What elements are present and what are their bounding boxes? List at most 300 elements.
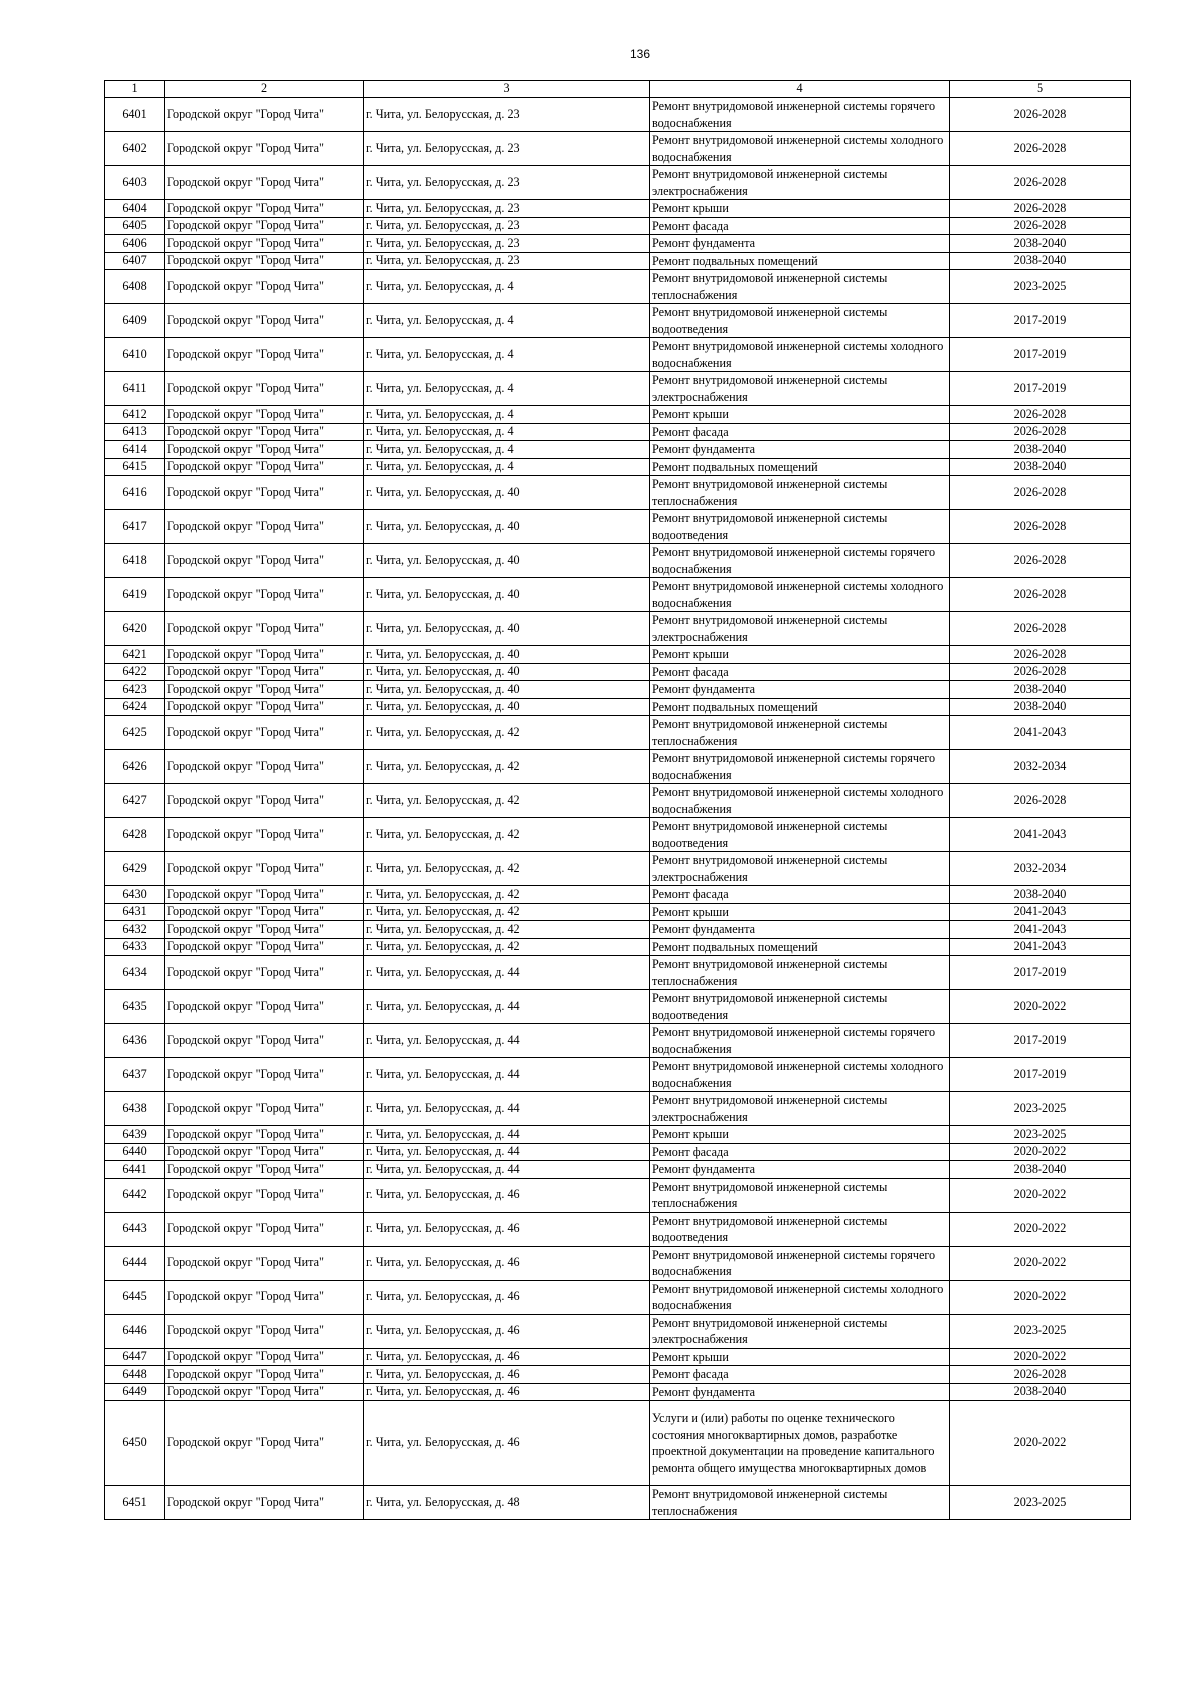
work-type-cell: Ремонт крыши xyxy=(650,1348,950,1366)
column-header: 4 xyxy=(650,81,950,98)
page-number: 136 xyxy=(629,47,651,61)
work-type-cell: Ремонт фундамента xyxy=(650,921,950,939)
work-type-cell: Ремонт фасада xyxy=(650,1143,950,1161)
district-cell: Городской округ "Город Чита" xyxy=(165,1178,364,1212)
period-cell: 2032-2034 xyxy=(950,852,1131,886)
table-row xyxy=(105,406,1131,424)
row-number: 6431 xyxy=(105,903,165,921)
address-cell: г. Чита, ул. Белорусская, д. 44 xyxy=(364,990,650,1024)
work-type-cell: Ремонт внутридомовой инженерной системы холодного водоснабжения xyxy=(650,1280,950,1314)
district-cell: Городской округ "Город Чита" xyxy=(165,1024,364,1058)
row-number: 6419 xyxy=(105,578,165,612)
work-type-cell: Ремонт крыши xyxy=(650,200,950,218)
period-cell: 2026-2028 xyxy=(950,200,1131,218)
table-row xyxy=(105,1126,1131,1144)
work-type-cell: Ремонт внутридомовой инженерной системы холодного водоснабжения xyxy=(650,338,950,372)
period-cell: 2038-2040 xyxy=(950,681,1131,699)
row-number: 6414 xyxy=(105,441,165,459)
district-cell: Городской округ "Город Чита" xyxy=(165,663,364,681)
row-number: 6406 xyxy=(105,235,165,253)
district-cell: Городской округ "Город Чита" xyxy=(165,921,364,939)
district-cell: Городской округ "Город Чита" xyxy=(165,886,364,904)
period-cell: 2020-2022 xyxy=(950,1401,1131,1486)
period-cell: 2017-2019 xyxy=(950,338,1131,372)
district-cell: Городской округ "Город Чита" xyxy=(165,956,364,990)
row-number: 6439 xyxy=(105,1126,165,1144)
period-cell: 2026-2028 xyxy=(950,217,1131,235)
period-cell: 2041-2043 xyxy=(950,938,1131,956)
district-cell: Городской округ "Город Чита" xyxy=(165,578,364,612)
work-type-cell: Ремонт внутридомовой инженерной системы водоотведения xyxy=(650,1212,950,1246)
address-cell: г. Чита, ул. Белорусская, д. 23 xyxy=(364,235,650,253)
work-type-cell: Ремонт внутридомовой инженерной системы водоотведения xyxy=(650,510,950,544)
work-type-cell: Ремонт внутридомовой инженерной системы водоотведения xyxy=(650,304,950,338)
district-cell: Городской округ "Город Чита" xyxy=(165,372,364,406)
address-cell: г. Чита, ул. Белорусская, д. 40 xyxy=(364,698,650,716)
address-cell: г. Чита, ул. Белорусская, д. 40 xyxy=(364,578,650,612)
period-cell: 2026-2028 xyxy=(950,476,1131,510)
district-cell: Городской округ "Город Чита" xyxy=(165,903,364,921)
period-cell: 2017-2019 xyxy=(950,304,1131,338)
district-cell: Городской округ "Город Чита" xyxy=(165,544,364,578)
district-cell: Городской округ "Город Чита" xyxy=(165,304,364,338)
table-row xyxy=(105,1314,1131,1348)
address-cell: г. Чита, ул. Белорусская, д. 46 xyxy=(364,1401,650,1486)
period-cell: 2017-2019 xyxy=(950,372,1131,406)
address-cell: г. Чита, ул. Белорусская, д. 23 xyxy=(364,166,650,200)
work-type-cell: Ремонт крыши xyxy=(650,1126,950,1144)
table-row xyxy=(105,252,1131,270)
address-cell: г. Чита, ул. Белорусская, д. 46 xyxy=(364,1280,650,1314)
district-cell: Городской округ "Город Чита" xyxy=(165,510,364,544)
address-cell: г. Чита, ул. Белорусская, д. 42 xyxy=(364,938,650,956)
table-row xyxy=(105,1401,1131,1486)
row-number: 6444 xyxy=(105,1246,165,1280)
work-type-cell: Ремонт внутридомовой инженерной системы горячего водоснабжения xyxy=(650,544,950,578)
address-cell: г. Чита, ул. Белорусская, д. 23 xyxy=(364,252,650,270)
table-row xyxy=(105,200,1131,218)
row-number: 6433 xyxy=(105,938,165,956)
work-type-cell: Ремонт фасада xyxy=(650,1366,950,1384)
row-number: 6448 xyxy=(105,1366,165,1384)
table-row xyxy=(105,956,1131,990)
row-number: 6447 xyxy=(105,1348,165,1366)
work-type-cell: Ремонт фундамента xyxy=(650,441,950,459)
address-cell: г. Чита, ул. Белорусская, д. 4 xyxy=(364,423,650,441)
row-number: 6441 xyxy=(105,1161,165,1179)
work-type-cell: Ремонт внутридомовой инженерной системы горячего водоснабжения xyxy=(650,1024,950,1058)
row-number: 6428 xyxy=(105,818,165,852)
table-row xyxy=(105,1024,1131,1058)
period-cell: 2020-2022 xyxy=(950,1212,1131,1246)
district-cell: Городской округ "Город Чита" xyxy=(165,784,364,818)
district-cell: Городской округ "Город Чита" xyxy=(165,132,364,166)
period-cell: 2023-2025 xyxy=(950,1126,1131,1144)
capital-repair-table xyxy=(104,80,1131,1520)
period-cell: 2023-2025 xyxy=(950,270,1131,304)
period-cell: 2026-2028 xyxy=(950,98,1131,132)
district-cell: Городской округ "Город Чита" xyxy=(165,441,364,459)
work-type-cell: Ремонт внутридомовой инженерной системы горячего водоснабжения xyxy=(650,1246,950,1280)
address-cell: г. Чита, ул. Белорусская, д. 4 xyxy=(364,270,650,304)
table-row xyxy=(105,476,1131,510)
address-cell: г. Чита, ул. Белорусская, д. 42 xyxy=(364,903,650,921)
work-type-cell: Ремонт фасада xyxy=(650,423,950,441)
period-cell: 2026-2028 xyxy=(950,612,1131,646)
row-number: 6440 xyxy=(105,1143,165,1161)
address-cell: г. Чита, ул. Белорусская, д. 40 xyxy=(364,663,650,681)
period-cell: 2041-2043 xyxy=(950,716,1131,750)
district-cell: Городской округ "Город Чита" xyxy=(165,1143,364,1161)
row-number: 6405 xyxy=(105,217,165,235)
work-type-cell: Ремонт внутридомовой инженерной системы теплоснабжения xyxy=(650,270,950,304)
table-row xyxy=(105,1246,1131,1280)
address-cell: г. Чита, ул. Белорусская, д. 44 xyxy=(364,1092,650,1126)
row-number: 6423 xyxy=(105,681,165,699)
address-cell: г. Чита, ул. Белорусская, д. 42 xyxy=(364,818,650,852)
row-number: 6425 xyxy=(105,716,165,750)
address-cell: г. Чита, ул. Белорусская, д. 23 xyxy=(364,217,650,235)
row-number: 6427 xyxy=(105,784,165,818)
address-cell: г. Чита, ул. Белорусская, д. 46 xyxy=(364,1383,650,1401)
address-cell: г. Чита, ул. Белорусская, д. 4 xyxy=(364,441,650,459)
work-type-cell: Ремонт фасада xyxy=(650,663,950,681)
column-header: 3 xyxy=(364,81,650,98)
row-number: 6416 xyxy=(105,476,165,510)
table-row xyxy=(105,132,1131,166)
period-cell: 2026-2028 xyxy=(950,646,1131,664)
district-cell: Городской округ "Город Чита" xyxy=(165,1401,364,1486)
work-type-cell: Ремонт подвальных помещений xyxy=(650,698,950,716)
period-cell: 2020-2022 xyxy=(950,1280,1131,1314)
row-number: 6438 xyxy=(105,1092,165,1126)
row-number: 6437 xyxy=(105,1058,165,1092)
table-row xyxy=(105,818,1131,852)
work-type-cell: Ремонт внутридомовой инженерной системы холодного водоснабжения xyxy=(650,578,950,612)
row-number: 6429 xyxy=(105,852,165,886)
work-type-cell: Ремонт подвальных помещений xyxy=(650,458,950,476)
period-cell: 2017-2019 xyxy=(950,1024,1131,1058)
address-cell: г. Чита, ул. Белорусская, д. 46 xyxy=(364,1314,650,1348)
work-type-cell: Ремонт фундамента xyxy=(650,681,950,699)
period-cell: 2026-2028 xyxy=(950,578,1131,612)
district-cell: Городской округ "Город Чита" xyxy=(165,990,364,1024)
address-cell: г. Чита, ул. Белорусская, д. 44 xyxy=(364,1126,650,1144)
table-row xyxy=(105,372,1131,406)
district-cell: Городской округ "Город Чита" xyxy=(165,1161,364,1179)
table-row xyxy=(105,1143,1131,1161)
address-cell: г. Чита, ул. Белорусская, д. 42 xyxy=(364,750,650,784)
table-row xyxy=(105,1366,1131,1384)
district-cell: Городской округ "Город Чита" xyxy=(165,270,364,304)
work-type-cell: Услуги и (или) работы по оценке технического состояния многоквартирных домов, разработке проектной документации на проведение капитального ремонта общего имущества многоквартирных домов xyxy=(650,1401,950,1486)
table-row xyxy=(105,1178,1131,1212)
row-number: 6451 xyxy=(105,1486,165,1520)
district-cell: Городской округ "Город Чита" xyxy=(165,423,364,441)
address-cell: г. Чита, ул. Белорусская, д. 4 xyxy=(364,338,650,372)
address-cell: г. Чита, ул. Белорусская, д. 46 xyxy=(364,1212,650,1246)
work-type-cell: Ремонт крыши xyxy=(650,646,950,664)
district-cell: Городской округ "Город Чита" xyxy=(165,750,364,784)
table-row xyxy=(105,166,1131,200)
district-cell: Городской округ "Город Чита" xyxy=(165,98,364,132)
district-cell: Городской округ "Город Чита" xyxy=(165,1383,364,1401)
work-type-cell: Ремонт внутридомовой инженерной системы горячего водоснабжения xyxy=(650,750,950,784)
period-cell: 2017-2019 xyxy=(950,956,1131,990)
row-number: 6450 xyxy=(105,1401,165,1486)
address-cell: г. Чита, ул. Белорусская, д. 44 xyxy=(364,1058,650,1092)
table-row xyxy=(105,217,1131,235)
table-row xyxy=(105,852,1131,886)
row-number: 6410 xyxy=(105,338,165,372)
row-number: 6445 xyxy=(105,1280,165,1314)
column-header: 5 xyxy=(950,81,1131,98)
period-cell: 2026-2028 xyxy=(950,423,1131,441)
work-type-cell: Ремонт внутридомовой инженерной системы теплоснабжения xyxy=(650,716,950,750)
work-type-cell: Ремонт внутридомовой инженерной системы электроснабжения xyxy=(650,372,950,406)
address-cell: г. Чита, ул. Белорусская, д. 48 xyxy=(364,1486,650,1520)
period-cell: 2026-2028 xyxy=(950,784,1131,818)
address-cell: г. Чита, ул. Белорусская, д. 46 xyxy=(364,1366,650,1384)
table-row xyxy=(105,235,1131,253)
district-cell: Городской округ "Город Чита" xyxy=(165,1280,364,1314)
address-cell: г. Чита, ул. Белорусская, д. 44 xyxy=(364,1143,650,1161)
district-cell: Городской округ "Город Чита" xyxy=(165,1348,364,1366)
period-cell: 2026-2028 xyxy=(950,132,1131,166)
district-cell: Городской округ "Город Чита" xyxy=(165,681,364,699)
district-cell: Городской округ "Город Чита" xyxy=(165,217,364,235)
table-row xyxy=(105,663,1131,681)
table-row xyxy=(105,510,1131,544)
table-row xyxy=(105,1348,1131,1366)
work-type-cell: Ремонт внутридомовой инженерной системы теплоснабжения xyxy=(650,956,950,990)
address-cell: г. Чита, ул. Белорусская, д. 23 xyxy=(364,98,650,132)
period-cell: 2020-2022 xyxy=(950,990,1131,1024)
address-cell: г. Чита, ул. Белорусская, д. 40 xyxy=(364,612,650,646)
row-number: 6430 xyxy=(105,886,165,904)
period-cell: 2041-2043 xyxy=(950,818,1131,852)
district-cell: Городской округ "Город Чита" xyxy=(165,612,364,646)
table-row xyxy=(105,1486,1131,1520)
table-row xyxy=(105,921,1131,939)
table-row xyxy=(105,270,1131,304)
work-type-cell: Ремонт внутридомовой инженерной системы водоотведения xyxy=(650,818,950,852)
period-cell: 2017-2019 xyxy=(950,1058,1131,1092)
table-row xyxy=(105,938,1131,956)
table-row xyxy=(105,1212,1131,1246)
period-cell: 2038-2040 xyxy=(950,441,1131,459)
table-row xyxy=(105,1058,1131,1092)
table-row xyxy=(105,990,1131,1024)
period-cell: 2020-2022 xyxy=(950,1178,1131,1212)
row-number: 6417 xyxy=(105,510,165,544)
district-cell: Городской округ "Город Чита" xyxy=(165,338,364,372)
table-row xyxy=(105,423,1131,441)
table-body xyxy=(105,98,1131,1520)
table-row xyxy=(105,98,1131,132)
period-cell: 2026-2028 xyxy=(950,544,1131,578)
district-cell: Городской округ "Город Чита" xyxy=(165,1126,364,1144)
table-row xyxy=(105,1161,1131,1179)
row-number: 6446 xyxy=(105,1314,165,1348)
work-type-cell: Ремонт подвальных помещений xyxy=(650,252,950,270)
address-cell: г. Чита, ул. Белорусская, д. 40 xyxy=(364,476,650,510)
period-cell: 2038-2040 xyxy=(950,698,1131,716)
period-cell: 2020-2022 xyxy=(950,1143,1131,1161)
work-type-cell: Ремонт внутридомовой инженерной системы водоотведения xyxy=(650,990,950,1024)
address-cell: г. Чита, ул. Белорусская, д. 23 xyxy=(364,132,650,166)
row-number: 6415 xyxy=(105,458,165,476)
address-cell: г. Чита, ул. Белорусская, д. 46 xyxy=(364,1348,650,1366)
row-number: 6449 xyxy=(105,1383,165,1401)
district-cell: Городской округ "Город Чита" xyxy=(165,1246,364,1280)
work-type-cell: Ремонт внутридомовой инженерной системы теплоснабжения xyxy=(650,476,950,510)
row-number: 6401 xyxy=(105,98,165,132)
row-number: 6426 xyxy=(105,750,165,784)
table-row xyxy=(105,338,1131,372)
address-cell: г. Чита, ул. Белорусская, д. 44 xyxy=(364,956,650,990)
table-row xyxy=(105,698,1131,716)
row-number: 6434 xyxy=(105,956,165,990)
work-type-cell: Ремонт внутридомовой инженерной системы электроснабжения xyxy=(650,612,950,646)
address-cell: г. Чита, ул. Белорусская, д. 42 xyxy=(364,784,650,818)
work-type-cell: Ремонт подвальных помещений xyxy=(650,938,950,956)
address-cell: г. Чита, ул. Белорусская, д. 44 xyxy=(364,1161,650,1179)
address-cell: г. Чита, ул. Белорусская, д. 4 xyxy=(364,304,650,338)
district-cell: Городской округ "Город Чита" xyxy=(165,458,364,476)
table-row xyxy=(105,441,1131,459)
row-number: 6421 xyxy=(105,646,165,664)
address-cell: г. Чита, ул. Белорусская, д. 4 xyxy=(364,372,650,406)
row-number: 6408 xyxy=(105,270,165,304)
row-number: 6442 xyxy=(105,1178,165,1212)
work-type-cell: Ремонт внутридомовой инженерной системы теплоснабжения xyxy=(650,1178,950,1212)
district-cell: Городской округ "Город Чита" xyxy=(165,166,364,200)
district-cell: Городской округ "Город Чита" xyxy=(165,1486,364,1520)
table-row xyxy=(105,903,1131,921)
row-number: 6404 xyxy=(105,200,165,218)
work-type-cell: Ремонт внутридомовой инженерной системы электроснабжения xyxy=(650,852,950,886)
address-cell: г. Чита, ул. Белорусская, д. 42 xyxy=(364,852,650,886)
work-type-cell: Ремонт внутридомовой инженерной системы электроснабжения xyxy=(650,1092,950,1126)
table-row xyxy=(105,544,1131,578)
period-cell: 2026-2028 xyxy=(950,406,1131,424)
address-cell: г. Чита, ул. Белорусская, д. 42 xyxy=(364,886,650,904)
work-type-cell: Ремонт фундамента xyxy=(650,235,950,253)
district-cell: Городской округ "Город Чита" xyxy=(165,406,364,424)
district-cell: Городской округ "Город Чита" xyxy=(165,852,364,886)
address-cell: г. Чита, ул. Белорусская, д. 40 xyxy=(364,510,650,544)
work-type-cell: Ремонт внутридомовой инженерной системы горячего водоснабжения xyxy=(650,98,950,132)
work-type-cell: Ремонт внутридомовой инженерной системы теплоснабжения xyxy=(650,1486,950,1520)
table-row xyxy=(105,646,1131,664)
work-type-cell: Ремонт крыши xyxy=(650,406,950,424)
row-number: 6402 xyxy=(105,132,165,166)
district-cell: Городской округ "Город Чита" xyxy=(165,476,364,510)
period-cell: 2041-2043 xyxy=(950,903,1131,921)
row-number: 6424 xyxy=(105,698,165,716)
period-cell: 2038-2040 xyxy=(950,235,1131,253)
column-header: 2 xyxy=(165,81,364,98)
district-cell: Городской округ "Город Чита" xyxy=(165,938,364,956)
row-number: 6409 xyxy=(105,304,165,338)
district-cell: Городской округ "Город Чита" xyxy=(165,1366,364,1384)
table-header-row xyxy=(105,81,1131,98)
district-cell: Городской округ "Город Чита" xyxy=(165,252,364,270)
work-type-cell: Ремонт фундамента xyxy=(650,1383,950,1401)
address-cell: г. Чита, ул. Белорусская, д. 23 xyxy=(364,200,650,218)
row-number: 6418 xyxy=(105,544,165,578)
table-row xyxy=(105,612,1131,646)
work-type-cell: Ремонт фасада xyxy=(650,217,950,235)
row-number: 6422 xyxy=(105,663,165,681)
row-number: 6411 xyxy=(105,372,165,406)
table-row xyxy=(105,1383,1131,1401)
row-number: 6420 xyxy=(105,612,165,646)
address-cell: г. Чита, ул. Белорусская, д. 4 xyxy=(364,458,650,476)
district-cell: Городской округ "Город Чита" xyxy=(165,698,364,716)
address-cell: г. Чита, ул. Белорусская, д. 40 xyxy=(364,646,650,664)
table-row xyxy=(105,458,1131,476)
row-number: 6443 xyxy=(105,1212,165,1246)
row-number: 6436 xyxy=(105,1024,165,1058)
period-cell: 2026-2028 xyxy=(950,1366,1131,1384)
period-cell: 2020-2022 xyxy=(950,1348,1131,1366)
district-cell: Городской округ "Город Чита" xyxy=(165,200,364,218)
address-cell: г. Чита, ул. Белорусская, д. 46 xyxy=(364,1178,650,1212)
period-cell: 2038-2040 xyxy=(950,1161,1131,1179)
address-cell: г. Чита, ул. Белорусская, д. 40 xyxy=(364,681,650,699)
district-cell: Городской округ "Город Чита" xyxy=(165,818,364,852)
row-number: 6432 xyxy=(105,921,165,939)
address-cell: г. Чита, ул. Белорусская, д. 46 xyxy=(364,1246,650,1280)
period-cell: 2023-2025 xyxy=(950,1314,1131,1348)
table-row xyxy=(105,304,1131,338)
address-cell: г. Чита, ул. Белорусская, д. 40 xyxy=(364,544,650,578)
address-cell: г. Чита, ул. Белорусская, д. 42 xyxy=(364,921,650,939)
district-cell: Городской округ "Город Чита" xyxy=(165,1092,364,1126)
table-row xyxy=(105,750,1131,784)
row-number: 6413 xyxy=(105,423,165,441)
work-type-cell: Ремонт внутридомовой инженерной системы электроснабжения xyxy=(650,166,950,200)
district-cell: Городской округ "Город Чита" xyxy=(165,646,364,664)
address-cell: г. Чита, ул. Белорусская, д. 42 xyxy=(364,716,650,750)
work-type-cell: Ремонт фасада xyxy=(650,886,950,904)
district-cell: Городской округ "Город Чита" xyxy=(165,1058,364,1092)
district-cell: Городской округ "Город Чита" xyxy=(165,1212,364,1246)
period-cell: 2020-2022 xyxy=(950,1246,1131,1280)
table-row xyxy=(105,578,1131,612)
work-type-cell: Ремонт фундамента xyxy=(650,1161,950,1179)
work-type-cell: Ремонт внутридомовой инженерной системы холодного водоснабжения xyxy=(650,132,950,166)
district-cell: Городской округ "Город Чита" xyxy=(165,1314,364,1348)
period-cell: 2026-2028 xyxy=(950,663,1131,681)
row-number: 6407 xyxy=(105,252,165,270)
row-number: 6403 xyxy=(105,166,165,200)
table-row xyxy=(105,716,1131,750)
row-number: 6412 xyxy=(105,406,165,424)
table-row xyxy=(105,681,1131,699)
column-header: 1 xyxy=(105,81,165,98)
work-type-cell: Ремонт крыши xyxy=(650,903,950,921)
work-type-cell: Ремонт внутридомовой инженерной системы холодного водоснабжения xyxy=(650,784,950,818)
table-row xyxy=(105,1092,1131,1126)
address-cell: г. Чита, ул. Белорусская, д. 44 xyxy=(364,1024,650,1058)
table-row xyxy=(105,886,1131,904)
period-cell: 2038-2040 xyxy=(950,1383,1131,1401)
address-cell: г. Чита, ул. Белорусская, д. 4 xyxy=(364,406,650,424)
period-cell: 2023-2025 xyxy=(950,1092,1131,1126)
